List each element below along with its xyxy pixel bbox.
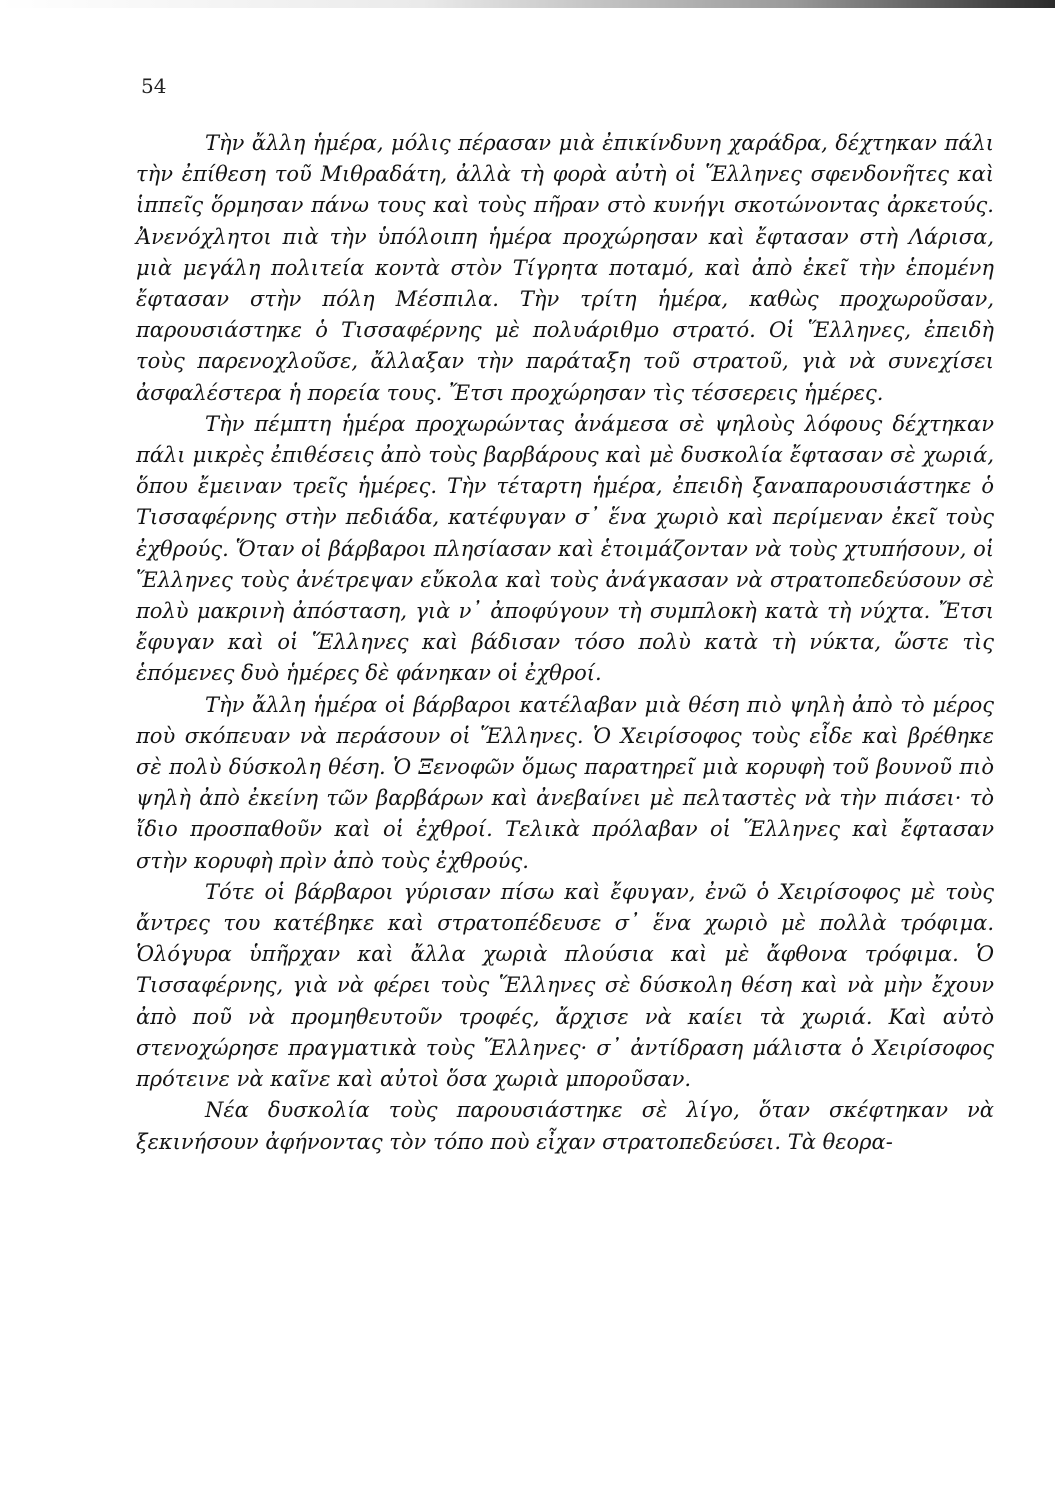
paragraph-1: Τὴν ἄλλη ἡμέρα, μόλις πέρασαν μιὰ ἐπικίνδυνη χαράδρα, δέχτηκαν πάλι τὴν ἐπίθεση τοῦ Μιθραδάτη, ἀλλὰ τὴ φορὰ αὐτὴ οἱ Ἕλληνες σφενδονῆτες καὶ ἱππεῖς ὅρμησαν πάνω τους καὶ τοὺς πῆραν στὸ κυνήγι σκοτώνοντας ἀρκετούς. Ἀνενόχλητοι πιὰ τὴν ὑπόλοιπη ἡμέρα προχώρησαν καὶ ἔφτασαν στὴ Λάρισα, μιὰ μεγάλη πολιτεία κοντὰ στὸν Τίγρητα ποταμό, καὶ ἀπὸ ἐκεῖ τὴν ἑπομένη ἔφτασαν στὴν πόλη Μέσπιλα. Τὴν τρίτη ἡμέρα, καθὼς προχωροῦσαν, παρουσιάστηκε ὁ Τισσαφέρνης μὲ πολυάριθμο στρατό. Οἱ Ἕλληνες, ἐπειδὴ τοὺς παρενοχλοῦσε, ἄλλαξαν τὴν παράταξη τοῦ στρατοῦ, γιὰ νὰ συνεχίσει ἀσφαλέστερα ἡ πορεία τους. Ἔτσι προχώρησαν τὶς τέσσερεις ἡμέρες. [136, 131, 994, 405]
body-text [136, 128, 994, 1158]
paragraph-4: Τότε οἱ βάρβαροι γύρισαν πίσω καὶ ἔφυγαν, ἐνῶ ὁ Χειρίσοφος μὲ τοὺς ἄντρες του κατέβηκε καὶ στρατοπέδευσε σ᾽ ἕνα χωριὸ μὲ πολλὰ τρόφιμα. Ὁλόγυρα ὑπῆρχαν καὶ ἄλλα χωριὰ πλούσια καὶ μὲ ἄφθονα τρόφιμα. Ὁ Τισσαφέρνης, γιὰ νὰ φέρει τοὺς Ἕλληνες σὲ δύσκολη θέση καὶ νὰ μὴν ἔχουν ἀπὸ ποῦ νὰ προμηθευτοῦν τροφές, ἄρχισε νὰ καίει τὰ χωριά. Καὶ αὐτὸ στενοχώρησε πραγματικὰ τοὺς Ἕλληνες· σ᾽ ἀντίδραση μάλιστα ὁ Χειρίσοφος πρότεινε νὰ καῖνε καὶ αὐτοὶ ὅσα χωριὰ μποροῦσαν. [136, 879, 994, 1092]
paragraph-5: Νέα δυσκολία τοὺς παρουσιάστηκε σὲ λίγο, ὅταν σκέφτηκαν νὰ ξεκινήσουν ἀφήνοντας τὸν τόπο ποὺ εἶχαν στρατοπεδεύσει. Τὰ θεορα- [136, 1098, 994, 1154]
paragraph-3: Τὴν ἄλλη ἡμέρα οἱ βάρβαροι κατέλαβαν μιὰ θέση πιὸ ψηλὴ ἀπὸ τὸ μέρος ποὺ σκόπευαν νὰ περάσουν οἱ Ἕλληνες. Ὁ Χειρίσοφος τοὺς εἶδε καὶ βρέθηκε σὲ πολὺ δύσκολη θέση. Ὁ Ξενοφῶν ὅμως παρατηρεῖ μιὰ κορυφὴ τοῦ βουνοῦ πιὸ ψηλὴ ἀπὸ ἐκείνη τῶν βαρβάρων καὶ ἀνεβαίνει μὲ πελταστὲς νὰ τὴν πιάσει· τὸ ἴδιο προσπαθοῦν καὶ οἱ ἐχθροί. Τελικὰ πρόλαβαν οἱ Ἕλληνες καὶ ἔφτασαν στὴν κορυφὴ πρὶν ἀπὸ τοὺς ἐχθρούς. [136, 692, 994, 873]
paragraph-2: Τὴν πέμπτη ἡμέρα προχωρώντας ἀνάμεσα σὲ ψηλοὺς λόφους δέχτηκαν πάλι μικρὲς ἐπιθέσεις ἀπὸ τοὺς βαρβάρους καὶ μὲ δυσκολία ἔφτασαν σὲ χωριά, ὅπου ἔμειναν τρεῖς ἡμέρες. Τὴν τέταρτη ἡμέρα, ἐπειδὴ ξαναπαρουσιάστηκε ὁ Τισσαφέρνης στὴν πεδιάδα, κατέφυγαν σ᾽ ἕνα χωριὸ καὶ περίμεναν ἐκεῖ τοὺς ἐχθρούς. Ὅταν οἱ βάρβαροι πλησίασαν καὶ ἑτοιμάζονταν νὰ τοὺς χτυπήσουν, οἱ Ἕλληνες τοὺς ἀνέτρεψαν εὔκολα καὶ τοὺς ἀνάγκασαν νὰ στρατοπεδεύσουν σὲ πολὺ μακρινὴ ἀπόσταση, γιὰ ν᾽ ἀποφύγουν τὴ συμπλοκὴ κατὰ τὴ νύχτα. Ἔτσι ἔφυγαν καὶ οἱ Ἕλληνες καὶ βάδισαν τόσο πολὺ κατὰ τὴ νύκτα, ὥστε τὶς ἑπόμενες δυὸ ἡμέρες δὲ φάνηκαν οἱ ἐχθροί. [136, 411, 994, 686]
scan-top-edge-shadow [0, 0, 1055, 8]
page-number: 54 [141, 74, 167, 98]
